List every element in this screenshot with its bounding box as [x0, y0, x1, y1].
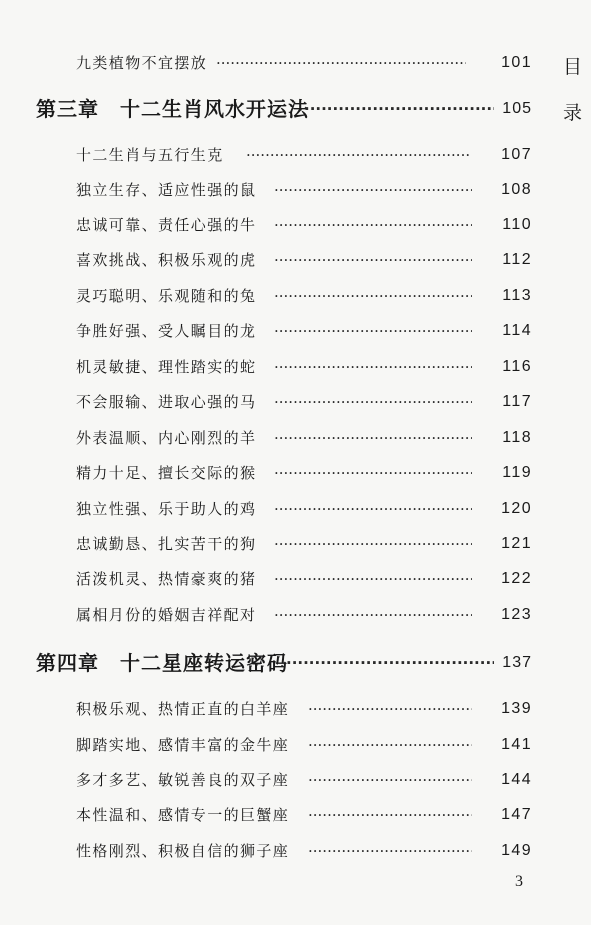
- toc-chapter-page: 105: [502, 100, 532, 117]
- toc-entry: [76, 600, 530, 630]
- toc-entry-page: 123: [501, 606, 532, 623]
- toc-entry-page: 139: [501, 700, 532, 717]
- toc-leader-dots: [308, 800, 472, 830]
- toc-entry-title: 九类植物不宜摆放: [76, 54, 208, 72]
- toc-entry-page: 116: [502, 358, 532, 375]
- toc-leader-dots: [274, 600, 472, 630]
- toc-entry-title: 十二生肖与五行生克: [76, 146, 224, 164]
- toc-entry: [76, 48, 530, 78]
- toc-entry: [76, 529, 530, 559]
- toc-entry-page: 122: [501, 570, 532, 587]
- toc-entry-page: 113: [502, 287, 532, 304]
- toc-entry-page: 121: [501, 535, 532, 552]
- toc-entry-title: 本性温和、感情专一的巨蟹座: [76, 806, 290, 824]
- toc-leader-dots: [308, 730, 472, 760]
- toc-entry: [76, 387, 530, 417]
- toc-entry-title: 灵巧聪明、乐观随和的兔: [76, 287, 257, 305]
- toc-chapter: [36, 648, 530, 678]
- toc-entry-page: 147: [501, 806, 532, 823]
- toc-entry: [76, 316, 530, 346]
- toc-leader-dots: [304, 94, 494, 124]
- toc-entry-page: 120: [501, 500, 532, 517]
- toc-leader-dots: [286, 648, 494, 678]
- toc-entry: [76, 694, 530, 724]
- toc-leader-dots: [274, 494, 472, 524]
- toc-entry-page: 101: [501, 54, 532, 71]
- toc-entry-page: 112: [502, 251, 532, 268]
- toc-entry-page: 144: [501, 771, 532, 788]
- toc-leader-dots: [274, 175, 472, 205]
- toc-entry: [76, 836, 530, 866]
- toc-entry: [76, 800, 530, 830]
- toc-entry-title: 活泼机灵、热情豪爽的猪: [76, 570, 257, 588]
- page-number: 3: [515, 873, 523, 890]
- toc-entry: [76, 765, 530, 795]
- toc-entry-title: 喜欢挑战、积极乐观的虎: [76, 251, 257, 269]
- toc-entry-title: 独立性强、乐于助人的鸡: [76, 500, 257, 518]
- toc-entry-title: 忠诚可靠、责任心强的牛: [76, 216, 257, 234]
- toc-entry: [76, 564, 530, 594]
- toc-entry: [76, 210, 530, 240]
- toc-entry-title: 精力十足、擅长交际的猴: [76, 464, 257, 482]
- toc-entry-title: 积极乐观、热情正直的白羊座: [76, 700, 290, 718]
- toc-leader-dots: [274, 458, 472, 488]
- toc-leader-dots: [308, 694, 472, 724]
- toc-leader-dots: [274, 564, 472, 594]
- toc-entry: [76, 140, 530, 170]
- toc-entry-page: 141: [501, 736, 532, 753]
- toc-leader-dots: [274, 210, 472, 240]
- side-label-mu: 目: [563, 56, 583, 78]
- toc-leader-dots: [274, 387, 472, 417]
- side-label-lu: 录: [563, 102, 583, 124]
- toc-entry: [76, 494, 530, 524]
- toc-entry-page: 117: [502, 393, 532, 410]
- toc-chapter-title: 第四章 十二星座转运密码: [36, 651, 288, 675]
- toc-leader-dots: [274, 352, 472, 382]
- toc-entry-page: 110: [502, 216, 532, 233]
- toc-entry-title: 属相月份的婚姻吉祥配对: [76, 606, 257, 624]
- toc-entry: [76, 423, 530, 453]
- toc-leader-dots: [216, 48, 466, 78]
- toc-leader-dots: [274, 316, 472, 346]
- toc-leader-dots: [246, 140, 471, 170]
- toc-chapter: [36, 94, 530, 124]
- toc-entry-title: 不会服输、进取心强的马: [76, 393, 257, 411]
- toc-leader-dots: [308, 765, 472, 795]
- toc-entry-page: 114: [502, 322, 532, 339]
- toc-leader-dots: [274, 281, 472, 311]
- toc-leader-dots: [274, 423, 472, 453]
- toc-leader-dots: [274, 529, 472, 559]
- toc-entry-title: 独立生存、适应性强的鼠: [76, 181, 257, 199]
- toc-entry-title: 脚踏实地、感情丰富的金牛座: [76, 736, 290, 754]
- toc-entry: [76, 458, 530, 488]
- toc-entry: [76, 281, 530, 311]
- toc-entry-title: 多才多艺、敏锐善良的双子座: [76, 771, 290, 789]
- toc-entry: [76, 730, 530, 760]
- toc-entry-title: 机灵敏捷、理性踏实的蛇: [76, 358, 257, 376]
- toc-entry: [76, 175, 530, 205]
- toc-entry-title: 争胜好强、受人瞩目的龙: [76, 322, 257, 340]
- toc-entry-page: 149: [501, 842, 532, 859]
- toc-leader-dots: [308, 836, 472, 866]
- toc-entry-title: 忠诚勤恳、扎实苦干的狗: [76, 535, 257, 553]
- toc-entry-page: 108: [501, 181, 532, 198]
- toc-entry: [76, 352, 530, 382]
- toc-entry: [76, 245, 530, 275]
- toc-chapter-page: 137: [502, 654, 532, 671]
- toc-leader-dots: [274, 245, 472, 275]
- toc-chapter-title: 第三章 十二生肖风水开运法: [36, 97, 309, 121]
- toc-entry-page: 119: [502, 464, 532, 481]
- toc-entry-title: 性格刚烈、积极自信的狮子座: [76, 842, 290, 860]
- toc-entry-title: 外表温顺、内心刚烈的羊: [76, 429, 257, 447]
- toc-entry-page: 107: [501, 146, 532, 163]
- toc-entry-page: 118: [502, 429, 532, 446]
